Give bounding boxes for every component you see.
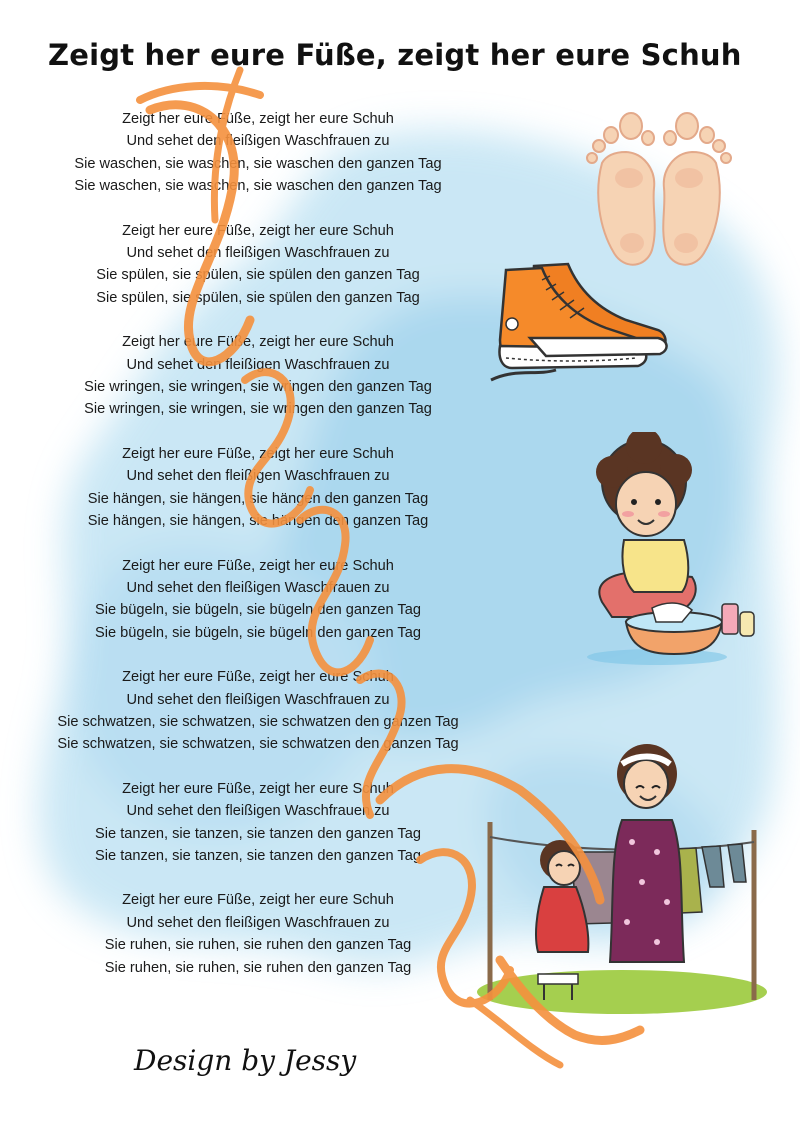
- lyric-line: Zeigt her eure Füße, zeigt her eure Schuh: [122, 222, 394, 239]
- lyric-line: Und sehet den fleißigen Waschfrauen zu: [126, 691, 390, 708]
- lyric-line: Zeigt her eure Füße, zeigt her eure Schuh: [122, 892, 394, 909]
- lyric-line: Und sehet den fleißigen Waschfrauen zu: [126, 803, 390, 820]
- lyric-line: Sie schwatzen, sie schwatzen, sie schwatzen den ganzen Tag: [57, 736, 459, 753]
- lyric-line: Und sehet den fleißigen Waschfrauen zu: [126, 245, 390, 262]
- lyric-line: Zeigt her eure Füße, zeigt her eure Schuh: [122, 780, 394, 797]
- lyric-line: Zeigt her eure Füße, zeigt her eure Schuh: [122, 445, 394, 462]
- lyric-line: Und sehet den fleißigen Waschfrauen zu: [126, 914, 390, 931]
- signature: Design by Jessy: [134, 1044, 357, 1077]
- bare-feet-icon: [574, 108, 744, 273]
- lyric-line: Sie tanzen, sie tanzen, sie tanzen den ganzen Tag: [95, 847, 421, 864]
- verse: [30, 778, 486, 868]
- lyric-line: Zeigt her eure Füße, zeigt her eure Schuh: [122, 334, 394, 351]
- lyric-line: Zeigt her eure Füße, zeigt her eure Schuh: [122, 557, 394, 574]
- verse: [30, 555, 486, 645]
- lyric-line: Sie hängen, sie hängen, sie hängen den ganzen Tag: [87, 490, 429, 507]
- watermark-text: Design by Jessy: [0, 0, 8, 1]
- lyric-line: Sie hängen, sie hängen, sie hängen den ganzen Tag: [87, 513, 429, 530]
- lyric-line: Und sehet den fleißigen Waschfrauen zu: [126, 468, 390, 485]
- verse: [30, 889, 486, 979]
- lyric-line: Und sehet den fleißigen Waschfrauen zu: [126, 133, 390, 150]
- lyric-line: Sie schwatzen, sie schwatzen, sie schwatzen den ganzen Tag: [57, 713, 459, 730]
- lyric-line: Und sehet den fleißigen Waschfrauen zu: [126, 356, 390, 373]
- lyric-line: Sie wringen, sie wringen, sie wringen den ganzen Tag: [84, 379, 432, 396]
- lyric-line: Sie bügeln, sie bügeln, sie bügeln den ganzen Tag: [95, 602, 421, 619]
- verse: [30, 108, 486, 198]
- lyric-line: Sie spülen, sie spülen, sie spülen den ganzen Tag: [96, 267, 420, 284]
- lyrics-block: [30, 108, 486, 1001]
- verse: [30, 331, 486, 421]
- lyric-line: Zeigt her eure Füße, zeigt her eure Schuh: [122, 669, 394, 686]
- lyric-line: Sie wringen, sie wringen, sie wringen den ganzen Tag: [84, 401, 432, 418]
- woman-washing-clothes-icon: [572, 432, 767, 667]
- lyric-line: Sie tanzen, sie tanzen, sie tanzen den ganzen Tag: [95, 825, 421, 842]
- lyric-line: Sie ruhen, sie ruhen, sie ruhen den ganzen Tag: [104, 959, 412, 976]
- lyric-line: Sie bügeln, sie bügeln, sie bügeln den ganzen Tag: [95, 624, 421, 641]
- lyric-line: Sie waschen, sie waschen, sie waschen den ganzen Tag: [74, 178, 442, 195]
- lyric-line: Zeigt her eure Füße, zeigt her eure Schuh: [122, 111, 394, 127]
- song-title: Zeigt her eure Füße, zeigt her eure Schuh: [48, 38, 742, 72]
- orange-sneakers-icon: [486, 258, 671, 388]
- verse: [30, 666, 486, 756]
- lyric-line: Sie ruhen, sie ruhen, sie ruhen den ganzen Tag: [104, 937, 412, 954]
- lyric-line: Sie waschen, sie waschen, sie waschen den ganzen Tag: [74, 155, 442, 172]
- mother-daughter-hanging-laundry-icon: [472, 742, 772, 1017]
- verse: [30, 443, 486, 533]
- verse: [30, 220, 486, 310]
- lyric-line: Und sehet den fleißigen Waschfrauen zu: [126, 579, 390, 596]
- lyric-line: Sie spülen, sie spülen, sie spülen den ganzen Tag: [96, 289, 420, 306]
